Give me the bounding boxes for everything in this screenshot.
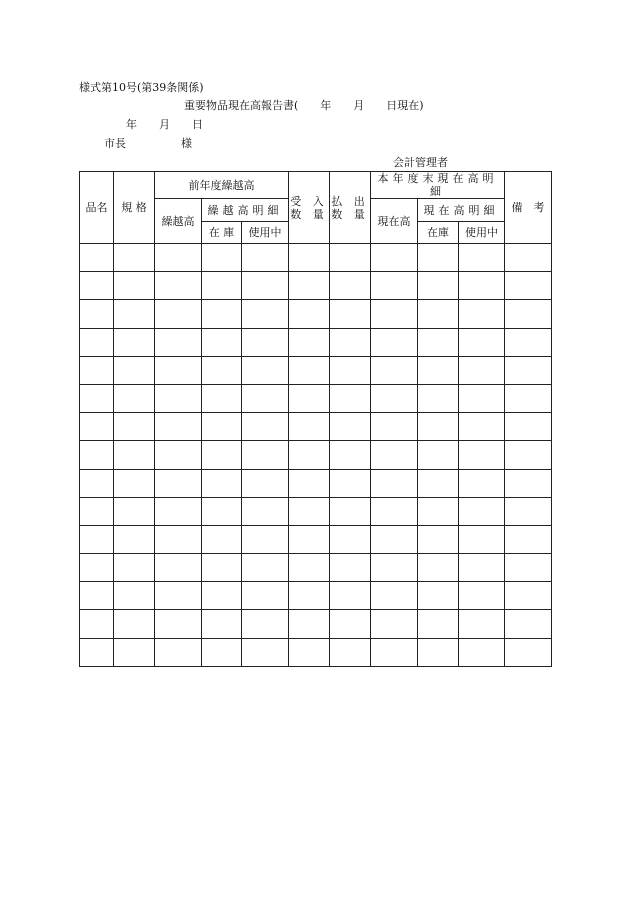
table-cell[interactable] [418,554,459,582]
table-row [80,441,552,469]
table-cell[interactable] [202,638,242,666]
table-cell[interactable] [371,554,418,582]
table-cell[interactable] [418,582,459,610]
table-cell[interactable] [418,328,459,356]
header-current-amount: 現在高 [371,199,418,244]
table-cell[interactable] [242,497,289,525]
table-cell[interactable] [289,272,330,300]
table-cell[interactable] [114,384,155,412]
header-issued-line2: 数 量 [331,207,369,221]
table-cell[interactable] [371,638,418,666]
header-current-breakdown: 現在高明細 [418,199,505,222]
header-current-in-stock: 在庫 [418,222,459,244]
table-cell[interactable] [202,610,242,638]
table-cell[interactable] [330,384,371,412]
table-cell[interactable] [242,244,289,272]
header-issued-line1: 払 出 [331,194,369,208]
table-cell[interactable] [114,469,155,497]
table-cell[interactable] [242,272,289,300]
table-cell[interactable] [80,244,114,272]
table-cell[interactable] [330,356,371,384]
table-cell[interactable] [371,497,418,525]
table-cell[interactable] [418,413,459,441]
table-cell[interactable] [418,610,459,638]
table-cell[interactable] [330,244,371,272]
table-cell[interactable] [114,300,155,328]
table-row [80,413,552,441]
table-cell[interactable] [289,441,330,469]
table-cell[interactable] [371,525,418,553]
table-cell[interactable] [202,441,242,469]
header-prev-breakdown: 繰越高明細 [202,199,289,222]
table-cell[interactable] [371,441,418,469]
table-cell[interactable] [202,356,242,384]
table-cell[interactable] [155,469,202,497]
table-cell[interactable] [418,300,459,328]
table-cell[interactable] [114,272,155,300]
table-row [80,356,552,384]
table-cell[interactable] [202,469,242,497]
table-cell[interactable] [289,610,330,638]
table-cell[interactable] [80,328,114,356]
table-cell[interactable] [155,384,202,412]
table-cell[interactable] [202,525,242,553]
table-cell[interactable] [242,638,289,666]
table-cell[interactable] [155,356,202,384]
table-cell[interactable] [289,525,330,553]
table-cell[interactable] [155,610,202,638]
table-cell[interactable] [418,638,459,666]
table-cell[interactable] [80,525,114,553]
header-current-in-use: 使用中 [459,222,505,244]
table-cell[interactable] [505,610,552,638]
table-cell[interactable] [505,328,552,356]
table-cell[interactable] [459,638,505,666]
table-cell[interactable] [80,469,114,497]
table-cell[interactable] [242,582,289,610]
table-cell[interactable] [202,328,242,356]
table-cell[interactable] [155,328,202,356]
table-cell[interactable] [80,384,114,412]
table-cell[interactable] [505,356,552,384]
form-number-label: 様式第10号(第39条関係) [79,81,204,94]
table-cell[interactable] [114,244,155,272]
table-cell[interactable] [330,638,371,666]
table-cell[interactable] [505,554,552,582]
table-cell[interactable] [155,582,202,610]
table-cell[interactable] [202,384,242,412]
table-cell[interactable] [80,441,114,469]
table-cell[interactable] [418,272,459,300]
table-cell[interactable] [330,525,371,553]
header-received-line2: 数 量 [290,207,328,221]
table-cell[interactable] [289,582,330,610]
table-cell[interactable] [80,497,114,525]
table-cell[interactable] [459,554,505,582]
table-cell[interactable] [459,441,505,469]
table-cell[interactable] [80,554,114,582]
table-cell[interactable] [371,582,418,610]
table-cell[interactable] [330,328,371,356]
table-cell[interactable] [505,638,552,666]
table-cell[interactable] [242,441,289,469]
table-cell[interactable] [459,497,505,525]
header-received-line1: 受 入 [290,194,328,208]
table-cell[interactable] [114,638,155,666]
table-cell[interactable] [330,497,371,525]
header-prev-in-use: 使用中 [242,222,289,244]
table-cell[interactable] [80,272,114,300]
table-cell[interactable] [80,356,114,384]
table-cell[interactable] [155,638,202,666]
table-cell[interactable] [114,610,155,638]
table-cell[interactable] [155,272,202,300]
table-cell[interactable] [371,300,418,328]
table-cell[interactable] [418,525,459,553]
table-cell[interactable] [330,413,371,441]
table-cell[interactable] [330,610,371,638]
header-item-name: 品名 [80,172,114,244]
table-cell[interactable] [330,554,371,582]
table-cell[interactable] [459,356,505,384]
table-cell[interactable] [242,610,289,638]
table-cell[interactable] [289,244,330,272]
table-row [80,554,552,582]
table-cell[interactable] [505,413,552,441]
table-cell[interactable] [202,497,242,525]
table-cell[interactable] [459,610,505,638]
table-cell[interactable] [289,328,330,356]
table-cell[interactable] [459,525,505,553]
table-cell[interactable] [80,582,114,610]
table-cell[interactable] [505,300,552,328]
table-cell[interactable] [114,441,155,469]
table-row [80,272,552,300]
table-cell[interactable] [459,582,505,610]
table-cell[interactable] [459,328,505,356]
table-cell[interactable] [459,244,505,272]
table-row [80,300,552,328]
table-cell[interactable] [202,300,242,328]
table-cell[interactable] [418,469,459,497]
table-row [80,525,552,553]
header-current-group: 本年度末現在高明細 [371,172,505,199]
table-cell[interactable] [155,413,202,441]
table-cell[interactable] [155,525,202,553]
table-row [80,469,552,497]
table-cell[interactable] [418,497,459,525]
table-body [80,244,552,667]
table-cell[interactable] [155,300,202,328]
table-cell[interactable] [459,413,505,441]
table-cell[interactable] [289,300,330,328]
table-cell[interactable] [289,469,330,497]
table-cell[interactable] [418,441,459,469]
table-cell[interactable] [114,525,155,553]
table-cell[interactable] [242,300,289,328]
table-cell[interactable] [202,413,242,441]
table-cell[interactable] [371,384,418,412]
table-cell[interactable] [505,469,552,497]
table-cell[interactable] [459,272,505,300]
table-cell[interactable] [242,469,289,497]
table-cell[interactable] [155,244,202,272]
table-cell[interactable] [371,272,418,300]
table-row [80,638,552,666]
table-cell[interactable] [505,272,552,300]
table-cell[interactable] [202,554,242,582]
table-cell[interactable] [459,469,505,497]
table-cell[interactable] [505,582,552,610]
table-cell[interactable] [459,300,505,328]
signatory-title: 会計管理者 [393,156,448,169]
table-cell[interactable] [289,356,330,384]
table-cell[interactable] [289,554,330,582]
table-cell[interactable] [80,610,114,638]
table-cell[interactable] [242,525,289,553]
table-cell[interactable] [289,413,330,441]
table-cell[interactable] [80,300,114,328]
table-cell[interactable] [371,469,418,497]
table-cell[interactable] [330,441,371,469]
table-cell[interactable] [289,497,330,525]
table-cell[interactable] [418,384,459,412]
table-cell[interactable] [155,497,202,525]
table-cell[interactable] [80,638,114,666]
table-cell[interactable] [418,356,459,384]
table-cell[interactable] [371,610,418,638]
table-cell[interactable] [289,638,330,666]
header-prev-in-stock: 在 庫 [202,222,242,244]
report-date-line: 年 月 日 [126,118,203,131]
table-cell[interactable] [202,272,242,300]
header-issued-qty [330,172,371,244]
table-cell[interactable] [202,582,242,610]
table-cell[interactable] [80,413,114,441]
table-cell[interactable] [330,272,371,300]
table-cell[interactable] [114,413,155,441]
table-cell[interactable] [371,244,418,272]
inventory-table [79,171,552,667]
table-cell[interactable] [114,328,155,356]
table-cell[interactable] [459,384,505,412]
header-received-qty [289,172,330,244]
header-prev-carryover: 繰越高 [155,199,202,244]
table-cell[interactable] [505,525,552,553]
table-row [80,328,552,356]
table-row [80,610,552,638]
table-cell[interactable] [371,328,418,356]
table-row [80,244,552,272]
table-cell[interactable] [242,554,289,582]
table-cell[interactable] [330,582,371,610]
table-cell[interactable] [242,356,289,384]
table-row [80,582,552,610]
table-cell[interactable] [371,413,418,441]
table-cell[interactable] [505,244,552,272]
table-cell[interactable] [242,384,289,412]
table-cell[interactable] [202,244,242,272]
table-cell[interactable] [289,384,330,412]
header-prev-carryover-group: 前年度繰越高 [155,172,289,199]
table-cell[interactable] [505,441,552,469]
table-row [80,384,552,412]
table-cell[interactable] [114,554,155,582]
addressee-line: 市長 様 [104,137,192,150]
table-row [80,497,552,525]
table-cell[interactable] [505,497,552,525]
table-cell[interactable] [114,356,155,384]
table-cell[interactable] [371,356,418,384]
table-cell[interactable] [330,469,371,497]
header-remarks: 備 考 [505,172,552,244]
table-cell[interactable] [114,497,155,525]
table-cell[interactable] [114,582,155,610]
table-cell[interactable] [155,554,202,582]
table-cell[interactable] [330,300,371,328]
table-cell[interactable] [242,413,289,441]
table-cell[interactable] [242,328,289,356]
table-cell[interactable] [155,441,202,469]
table-cell[interactable] [418,244,459,272]
table-cell[interactable] [505,384,552,412]
report-title: 重要物品現在高報告書( 年 月 日現在) [184,99,424,112]
header-spec: 規 格 [114,172,155,244]
